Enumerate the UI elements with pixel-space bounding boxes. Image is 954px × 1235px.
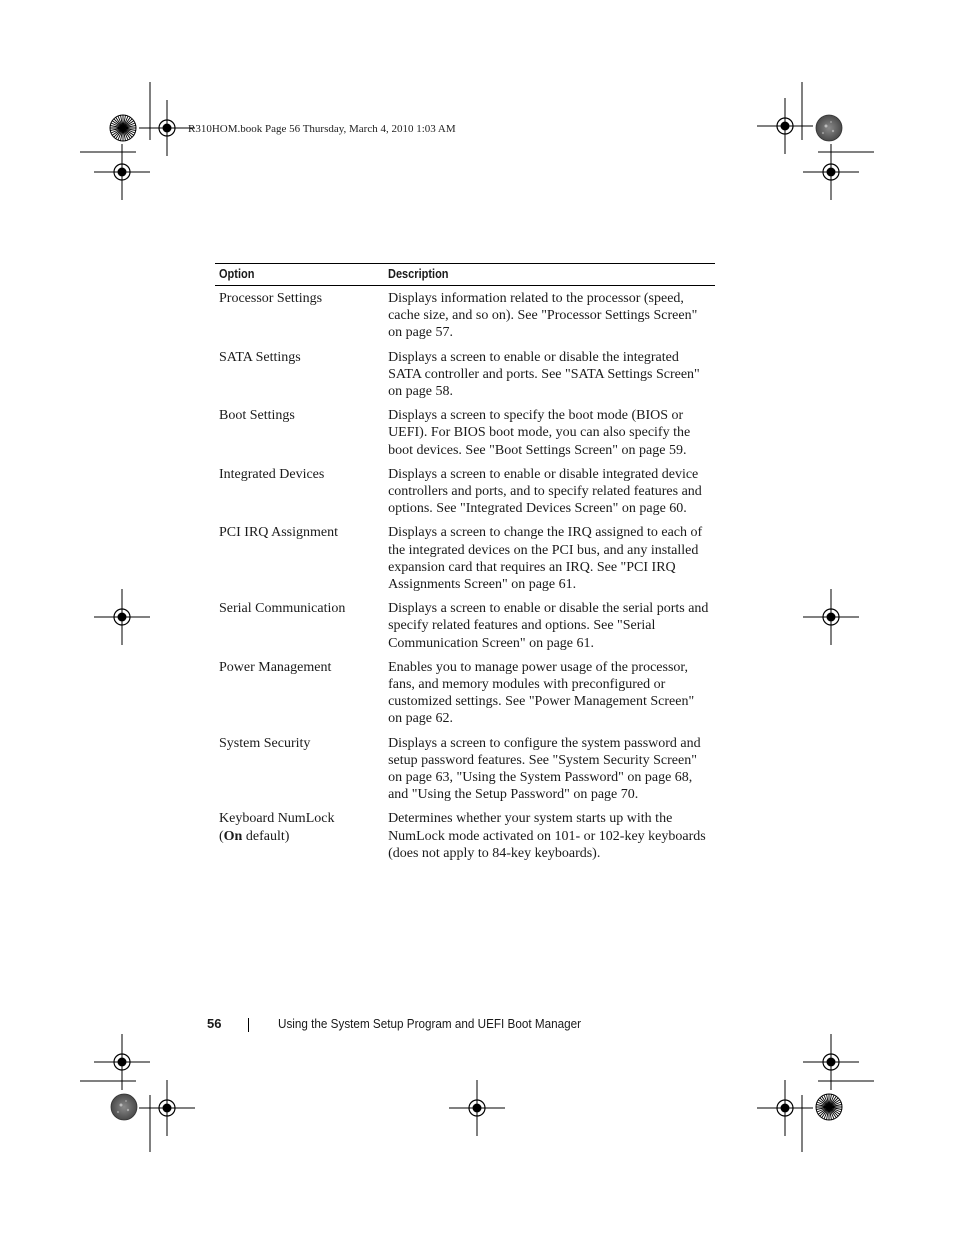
option-cell [215,810,384,869]
option-name: Serial Communication [219,601,346,617]
table-row [215,735,715,811]
page-number: 56 [207,1016,222,1031]
description-cell: Enables you to manage power usage of the processor, fans, and memory modules with preconfigured or customized settings. See "Power Management Screen" on page 62. [388,659,695,727]
option-name: PCI IRQ Assignment [219,525,339,541]
table-header-row [215,264,715,286]
description-cell: Displays a screen to configure the system password and setup password features. See "System Security Screen" on page 63, "Using the System Password" on page 68, and "Using the Setup Password" on page 70. [388,735,701,803]
option-cell [215,735,384,811]
table-row [215,407,715,466]
description-cell: Displays a screen to enable or disable the serial ports and specify related features and options. See "Serial Communication Screen" on page 61. [388,601,709,651]
option-cell [215,349,384,408]
option-name: Keyboard NumLock [219,811,335,827]
print-job-header: R310HOM.book Page 56 Thursday, March 4, 2010 1:03 AM [188,123,456,135]
table-body [215,286,715,870]
option-name: SATA Settings [219,349,301,365]
table-row [215,600,715,659]
setup-options-table-wrap [215,263,715,869]
description-cell: Displays information related to the processor (speed, cache size, and so on). See "Processor Settings Screen" on page 57. [388,291,698,341]
option-cell [215,407,384,466]
option-note-suffix: default) [242,828,290,844]
description-cell: Displays a screen to specify the boot mode (BIOS or UEFI). For BIOS boot mode, you can also specify the boot devices. See "Boot Settings Screen" on page 59. [388,408,691,458]
setup-options-table [215,263,715,869]
option-cell [215,600,384,659]
option-name: Boot Settings [219,408,295,424]
table-row [215,466,715,525]
option-cell [215,524,384,600]
option-default-value: On [223,828,243,844]
option-cell [215,466,384,525]
option-name: Power Management [219,659,332,675]
description-cell: Displays a screen to enable or disable integrated device controllers and ports, and to specify related features and options. See "Integrated Devices Screen" on page 60. [388,466,702,517]
table-row [215,524,715,600]
description-cell: Displays a screen to enable or disable the integrated SATA controller and ports. See "SATA Settings Screen" on page 58. [388,349,700,400]
column-header-description: Description [384,264,715,286]
option-name: System Security [219,735,311,751]
column-header-option: Option [215,264,384,286]
footer-chapter-title: Using the System Setup Program and UEFI Boot Manager [278,1016,582,1031]
description-cell: Determines whether your system starts up with the NumLock mode activated on 101- or 102-key keyboards (does not apply to 84-key keyboards). [388,811,706,861]
table-row [215,286,715,349]
option-cell [215,659,384,735]
description-cell: Displays a screen to change the IRQ assigned to each of the integrated devices on the PCI bus, and any installed expansion card that requires an IRQ. See "PCI IRQ Assignments Screen" on page 61. [388,525,703,593]
option-name: Processor Settings [219,291,323,306]
option-name: Integrated Devices [219,466,325,482]
table-row [215,810,715,869]
table-row [215,349,715,408]
option-cell [215,286,384,349]
option-note-prefix: ( [219,828,224,844]
footer-divider [248,1018,249,1032]
table-row [215,659,715,735]
